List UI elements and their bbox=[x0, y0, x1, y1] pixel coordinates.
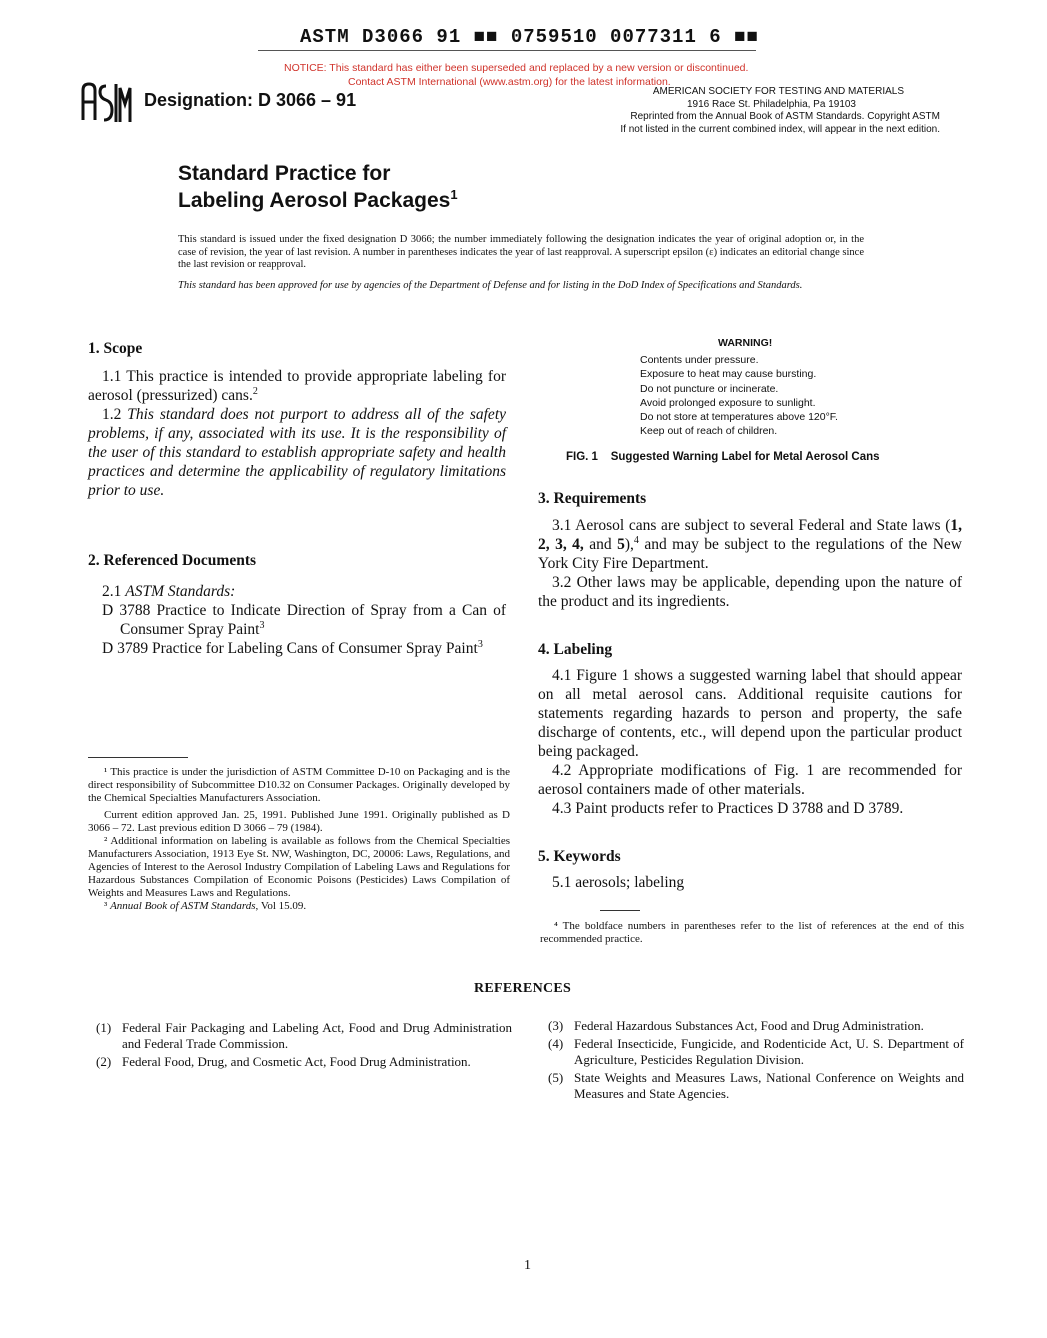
references-left bbox=[96, 1020, 512, 1070]
labeling-heading: 4. Labeling bbox=[538, 641, 613, 658]
notice-line-2: Contact ASTM International (www.astm.org) for the latest information. bbox=[348, 76, 671, 88]
keywords-p1: 5.1 aerosols; labeling bbox=[552, 874, 685, 891]
labeling-p2: 4.2 Appropriate modifications of Fig. 1 are recommended for aerosol containers made of other materials. bbox=[538, 762, 962, 798]
warning-title: WARNING! bbox=[718, 337, 773, 349]
references-heading: REFERENCES bbox=[474, 981, 572, 996]
footnotes-left bbox=[88, 766, 510, 913]
footnote-rule-left bbox=[88, 757, 188, 758]
refdoc-d3788: D 3788 Practice to Indicate Direction of Spray from a Can of Consumer Spray Paint$^3$ bbox=[102, 602, 506, 638]
society-name: AMERICAN SOCIETY FOR TESTING AND MATERIALS bbox=[652, 86, 904, 97]
reprint-line-2: If not listed in the current combined index, will appear in the next edition. bbox=[620, 123, 940, 135]
header-publisher-block bbox=[560, 86, 940, 136]
warning-line-2: Exposure to heat may cause bursting. bbox=[640, 368, 817, 381]
designation: Designation: D 3066 – 91 bbox=[144, 90, 357, 110]
stamp-line: ASTM D3066 91 ■■ 0759510 0077311 6 ■■ bbox=[300, 26, 759, 48]
preamble-p2: This standard has been approved for use by agencies of the Department of Defense and for listing in the DoD Index of Specifications and Standards. bbox=[178, 279, 803, 291]
footnote-2: ² Additional information on labeling is available as follows from the Chemical Specialties Manufacturers Association, 1913 Eye St. NW, Washington, DC, 20006: Laws, Regulations, and Agencies of Interest to the Aerosol Industry Compilation of Labeling Laws and Regulations for Hazardous Substances Compilation of Economic Poisons (Pesticides) Laws Compilation of Weights and Measures Laws and Regulations. bbox=[88, 835, 510, 899]
requirements-heading: 3. Requirements bbox=[538, 490, 647, 507]
preamble-p1: This standard is issued under the fixed designation D 3066; the number immediately following the designation indicates the year of original adoption or, in the case of revision, the year of last revision. A number in parentheses indicates the year of last reapproval. A superscript epsilon (ε) indicates an editorial change since the last revision or reapproval. bbox=[178, 234, 864, 271]
warning-line-1: Contents under pressure. bbox=[640, 354, 759, 367]
labeling-p1: 4.1 Figure 1 shows a suggested warning label that should appear on all metal aerosol cans. Additional requisite cautions for statements regarding hazards to person and property, the safe discharge of contents, etc., will depend upon the particular product being packaged. bbox=[538, 667, 962, 760]
title-line-2: Labeling Aerosol Packages$^1$ bbox=[178, 187, 458, 212]
footnote-1: ¹ This practice is under the jurisdiction of ASTM Committee D-10 on Packaging and is the direct responsibility of Subcommittee D10.32 on Consumer Packages. Originally developed by the Chemical Specialties Manufacturers Association. bbox=[88, 766, 510, 804]
labeling-p3: 4.3 Paint products refer to Practices D 3788 and D 3789. bbox=[552, 800, 904, 817]
reference-item: (2) Federal Food, Drug, and Cosmetic Act, Food Drug Administration. bbox=[96, 1054, 471, 1069]
warning-line-5: Do not store at temperatures above 120°F. bbox=[640, 411, 838, 424]
right-column bbox=[538, 490, 962, 892]
reference-item: (5) State Weights and Measures Laws, National Conference on Weights and Measures and State Agencies. bbox=[548, 1070, 964, 1101]
reference-item: (3) Federal Hazardous Substances Act, Food and Drug Administration. bbox=[548, 1018, 924, 1033]
warning-line-6: Keep out of reach of children. bbox=[640, 425, 778, 438]
page-title bbox=[178, 160, 458, 214]
footnote-3: ³ Annual Book of ASTM Standards, Vol 15.09. bbox=[104, 900, 307, 912]
astm-logo bbox=[80, 80, 132, 126]
footnote-4: ⁴ The boldface numbers in parentheses refer to the list of references at the end of this recommended practice. bbox=[540, 920, 964, 945]
refdocs-heading: 2. Referenced Documents bbox=[88, 552, 257, 569]
keywords-heading: 5. Keywords bbox=[538, 848, 621, 865]
warning-line-3: Do not puncture or incinerate. bbox=[640, 382, 779, 395]
notice-line-1: NOTICE: This standard has either been superseded and replaced by a new version or discontinued. bbox=[284, 62, 749, 74]
reference-item: (4) Federal Insecticide, Fungicide, and Rodenticide Act, U. S. Department of Agriculture, Pesticides Regulation Division. bbox=[548, 1036, 964, 1067]
figure-caption: FIG. 1 Suggested Warning Label for Metal Aerosol Cans bbox=[566, 451, 880, 463]
scope-heading: 1. Scope bbox=[88, 340, 143, 357]
references-right bbox=[548, 1018, 964, 1102]
scope-p2: 1.2 This standard does not purport to address all of the safety problems, if any, associated with its use. It is the responsibility of the user of this standard to establish appropriate safety and health practices and determine the applicability of regulatory limitations prior to use. bbox=[88, 406, 507, 499]
page-number: 1 bbox=[524, 1258, 531, 1273]
footnote-rule-right bbox=[600, 910, 640, 911]
refdoc-d3789: D 3789 Practice for Labeling Cans of Consumer Spray Paint$^3$ bbox=[102, 638, 483, 657]
footnote-1b: Current edition approved Jan. 25, 1991. Published June 1991. Originally published as D 3066 – 72. Last previous edition D 3066 – 79 (1984). bbox=[88, 809, 510, 834]
requirements-p2: 3.2 Other laws may be applicable, depending upon the nature of the product and its ingredients. bbox=[538, 574, 962, 610]
preamble bbox=[178, 234, 864, 292]
reference-item: (1) Federal Fair Packaging and Labeling Act, Food and Drug Administration and Federal Trade Commission. bbox=[96, 1020, 512, 1051]
scope-p1: 1.1 This practice is intended to provide appropriate labeling for aerosol (pressurized) cans.$^2$ bbox=[88, 368, 506, 404]
refdocs-sub: 2.1 ASTM Standards: bbox=[102, 583, 236, 600]
society-address: 1916 Race St. Philadelphia, Pa 19103 bbox=[686, 98, 856, 110]
requirements-p1: 3.1 Aerosol cans are subject to several Federal and State laws (1, 2, 3, 4, and 5),$^4$ and may be subject to the regulations of the New York City Fire Department. bbox=[538, 517, 962, 572]
left-column bbox=[88, 340, 506, 658]
stamp-underline bbox=[258, 50, 756, 51]
warning-line-4: Avoid prolonged exposure to sunlight. bbox=[640, 396, 816, 409]
title-line-1: Standard Practice for bbox=[178, 162, 391, 185]
reprint-line-1: Reprinted from the Annual Book of ASTM Standards. Copyright ASTM bbox=[630, 111, 940, 122]
warning-label bbox=[640, 336, 940, 438]
